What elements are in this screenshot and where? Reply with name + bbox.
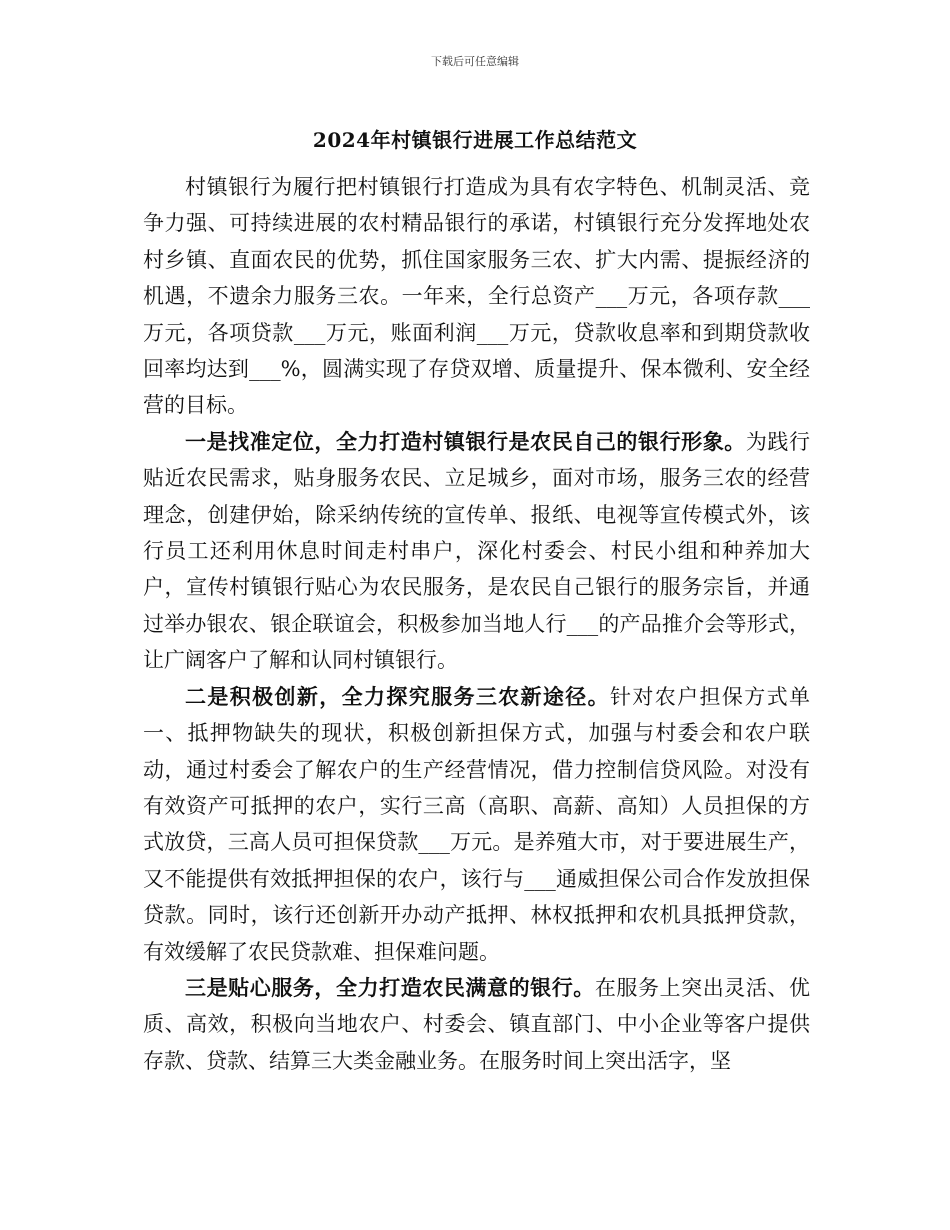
paragraph-service [143,970,810,1079]
paragraph-lead: 一是找准定位，全力打造村镇银行是农民自己的银行形象。 [185,428,746,454]
paragraph-lead: 三是贴心服务，全力打造农民满意的银行。 [185,974,595,1000]
paragraph-positioning [143,424,810,679]
paragraph-text: 村镇银行为履行把村镇银行打造成为具有农字特色、机制灵活、竞争力强、可持续进展的农村精品银行的承诺，村镇银行充分发挥地处农村乡镇、直面农民的优势，抓住国家服务三农、扩大内需、提振经济的机遇，不遗余力服务三农。一年来，全行总资产___万元，各项存款___万元，各项贷款___万元，账面利润___万元，贷款收息率和到期贷款收回率均达到___%，圆满实现了存贷双增、质量提升、保本微利、安全经营的目标。 [143,175,810,418]
header-note: 下载后可任意编辑 [431,55,519,68]
document-title: 2024年村镇银行进展工作总结范文 [312,128,638,152]
paragraph-intro [143,169,810,424]
paragraph-text: 在服务上突出灵活、优质、高效，积极向当地农户、村委会、镇直部门、中小企业等客户提供存款、贷款、结算三大类金融业务。在服务时间上突出活字，坚 [143,975,811,1073]
document-body [143,169,810,1079]
paragraph-text: 为践行贴近农民需求，贴身服务农民、立足城乡，面对市场，服务三农的经营理念，创建伊始，除采纳传统的宣传单、报纸、电视等宣传模式外，该行员工还利用休息时间走村串户，深化村委会、村民小组和种养加大户，宣传村镇银行贴心为农民服务，是农民自己银行的服务宗旨，并通过举办银农、银企联谊会，积极参加当地人行___的产品推介会等形式，让广阔客户了解和认同村镇银行。 [143,429,811,673]
paragraph-text: 针对农户担保方式单一、抵押物缺失的现状，积极创新担保方式，加强与村委会和农户联动，通过村委会了解农户的生产经营情况，借力控制信贷风险。对没有有效资产可抵押的农户，实行三高（高职、高薪、高知）人员担保的方式放贷，三高人员可担保贷款___万元。是养殖大市，对于要进展生产，又不能提供有效抵押担保的农户，该行与___通威担保公司合作发放担保贷款。同时，该行还创新开办动产抵押、林权抵押和农机具抵押贷款，有效缓解了农民贷款难、担保难问题。 [143,684,811,964]
paragraph-innovation [143,679,810,970]
paragraph-lead: 二是积极创新，全力探究服务三农新途径。 [185,683,611,709]
